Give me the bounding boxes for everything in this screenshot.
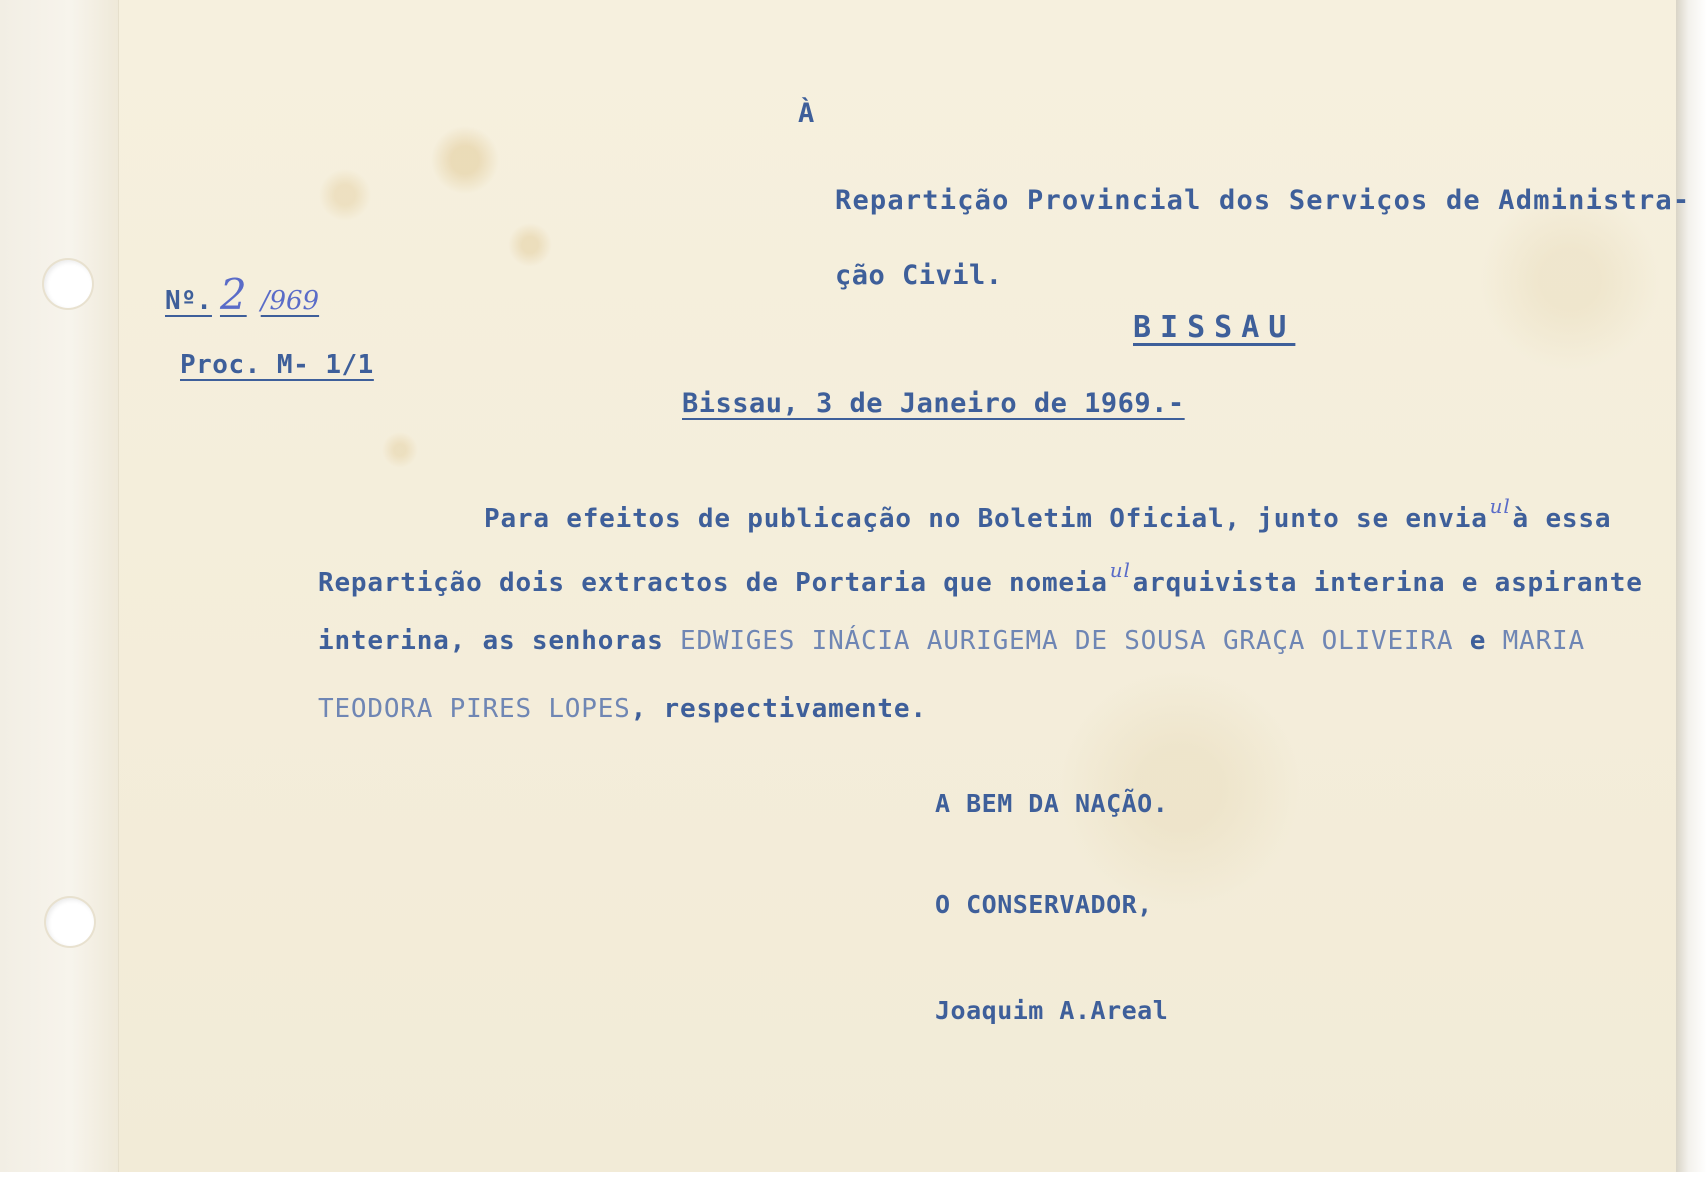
addressee-office-line-2: ção Civil. bbox=[835, 260, 1003, 291]
body-line-3 bbox=[318, 626, 1585, 656]
scan-edge bbox=[1676, 0, 1707, 1180]
addressee-city: BISSAU bbox=[1133, 310, 1296, 345]
reference-year-handwritten: /969 bbox=[260, 286, 320, 316]
addressee-prefix: À bbox=[798, 98, 815, 129]
body-line-2-text-end: arquivista interina e aspirante bbox=[1132, 568, 1643, 598]
body-line-1-text: Para efeitos de publicação no Boletim Oficial, junto se envia bbox=[484, 504, 1488, 534]
reference-number-handwritten: 2 bbox=[219, 270, 247, 319]
body-line-2-text: Repartição dois extractos de Portaria que nomeia bbox=[318, 568, 1108, 598]
closing-salutation: A BEM DA NAÇÃO. bbox=[935, 789, 1169, 818]
handwritten-correction-mark: ul bbox=[1489, 494, 1511, 518]
body-line-1 bbox=[484, 494, 1611, 534]
punch-hole-top bbox=[44, 260, 92, 308]
body-line-4-text: , respectivamente. bbox=[630, 694, 927, 724]
body-line-2 bbox=[318, 558, 1643, 598]
person-name-2-rest: TEODORA PIRES LOPES bbox=[318, 694, 631, 724]
scan-edge-bottom bbox=[0, 1172, 1707, 1180]
punch-hole-bottom bbox=[46, 898, 94, 946]
date-line: Bissau, 3 de Janeiro de 1969.- bbox=[682, 388, 1185, 419]
body-line-4 bbox=[318, 694, 927, 724]
binding-margin bbox=[0, 0, 119, 1178]
reference-number bbox=[165, 270, 319, 319]
closing-title: O CONSERVADOR, bbox=[935, 890, 1153, 919]
body-line-3-text: interina, as senhoras bbox=[318, 626, 680, 656]
body-line-1-text-end: à essa bbox=[1512, 504, 1612, 534]
person-name-2-first: MARIA bbox=[1502, 626, 1585, 656]
body-line-3-conjunction: e bbox=[1453, 626, 1503, 656]
addressee-office-line-1: Repartição Provincial dos Serviços de Administra- bbox=[835, 185, 1691, 216]
signature-name: Joaquim A.Areal bbox=[935, 996, 1169, 1025]
reference-number-prefix: Nº. bbox=[165, 286, 212, 316]
handwritten-correction-mark: ul bbox=[1109, 558, 1131, 582]
person-name-1: EDWIGES INÁCIA AURIGEMA DE SOUSA GRAÇA OLIVEIRA bbox=[679, 626, 1454, 656]
process-reference: Proc. M- 1/1 bbox=[180, 350, 374, 380]
